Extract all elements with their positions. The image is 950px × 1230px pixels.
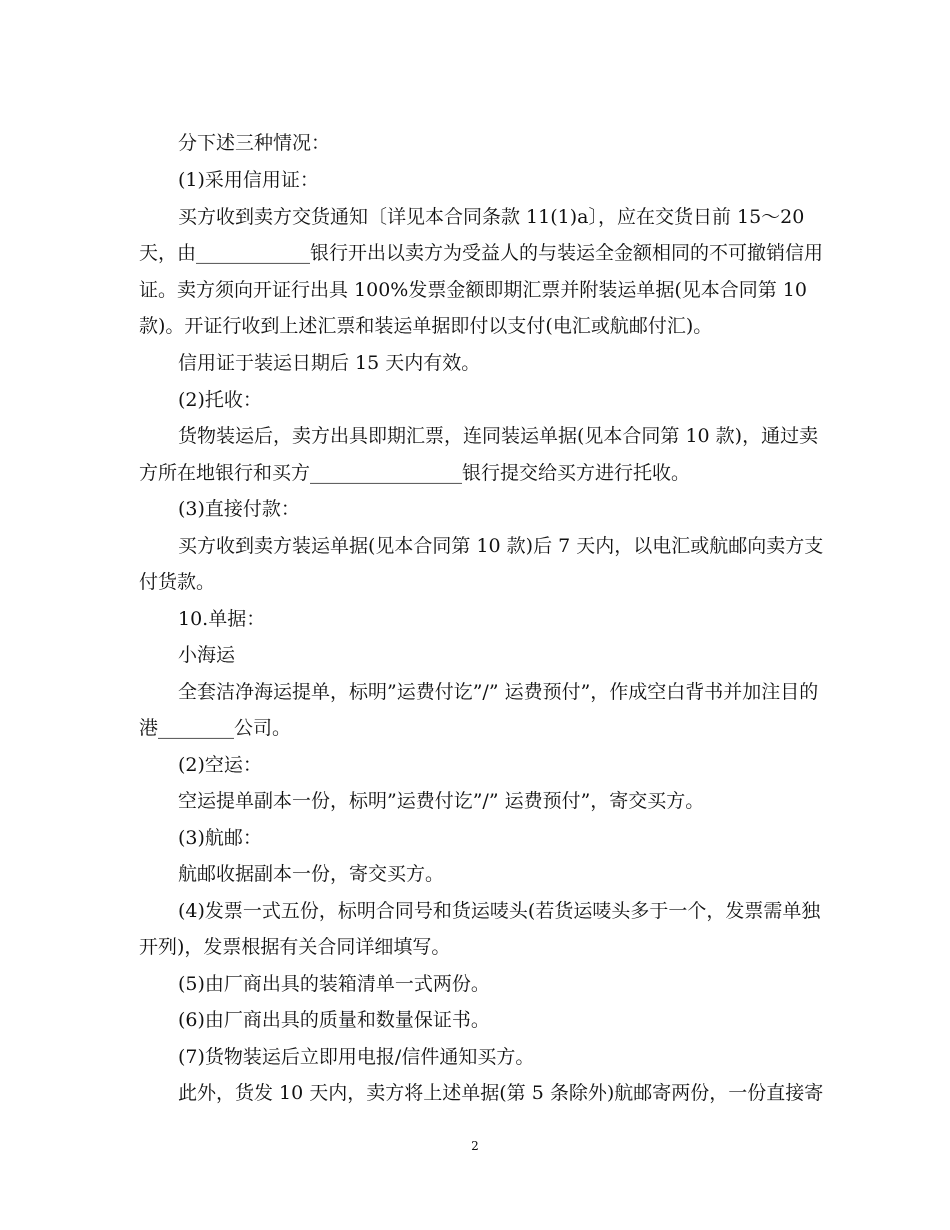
text-line: (2)空运： — [178, 754, 262, 776]
text-line: 方所在地银行和买方________________银行提交给买方进行托收。 — [139, 462, 691, 484]
text-line: (6)由厂商出具的质量和数量保证书。 — [178, 1009, 490, 1031]
text-line: 证。卖方须向开证行出具 100%发票金额即期汇票并附装运单据(见本合同第 10 — [139, 279, 807, 301]
text-line: (3)直接付款： — [178, 498, 300, 520]
text-line: 空运提单副本一份，标明”运费付讫”/” 运费预付”，寄交买方。 — [178, 790, 705, 812]
text-line: 信用证于装运日期后 15 天内有效。 — [178, 352, 481, 374]
text-line: 买方收到卖方交货通知〔详见本合同条款 11(1)a〕，应在交货日前 15～20 — [178, 206, 805, 228]
text-line: 此外，货发 10 天内，卖方将上述单据(第 5 条除外)航邮寄两份，一份直接寄 — [178, 1082, 824, 1104]
text-line: (1)采用信用证： — [178, 169, 319, 191]
text-line: 全套洁净海运提单，标明”运费付讫”/” 运费预付”，作成空白背书并加注目的 — [178, 681, 819, 703]
text-line: 开列)，发票根据有关合同详细填写。 — [139, 936, 451, 958]
text-line: 港________公司。 — [139, 717, 292, 739]
text-line: (3)航邮： — [178, 827, 262, 849]
text-line: 买方收到卖方装运单据(见本合同第 10 款)后 7 天内，以电汇或航邮向卖方支 — [178, 535, 824, 557]
text-line: 航邮收据副本一份，寄交买方。 — [178, 863, 445, 885]
text-line: 10.单据： — [178, 608, 266, 630]
text-line: (5)由厂商出具的装箱清单一式两份。 — [178, 973, 490, 995]
text-line: 小海运 — [178, 644, 236, 666]
text-line: 分下述三种情况： — [178, 132, 331, 154]
text-line: (4)发票一式五份，标明合同号和货运唛头(若货运唛头多于一个，发票需单独 — [178, 900, 821, 922]
text-line: 款)。开证行收到上述汇票和装运单据即付以支付(电汇或航邮付汇)。 — [139, 315, 713, 337]
text-line: 天，由____________银行开出以卖方为受益人的与装运全金额相同的不可撤销信用 — [139, 242, 824, 264]
text-line: (7)货物装运后立即用电报/信件通知买方。 — [178, 1046, 535, 1068]
text-line: (2)托收： — [178, 389, 262, 411]
page-number: 2 — [471, 1139, 479, 1153]
text-line: 付货款。 — [139, 571, 216, 593]
text-line: 货物装运后，卖方出具即期汇票，连同装运单据(见本合同第 10 款)，通过卖 — [178, 425, 819, 447]
